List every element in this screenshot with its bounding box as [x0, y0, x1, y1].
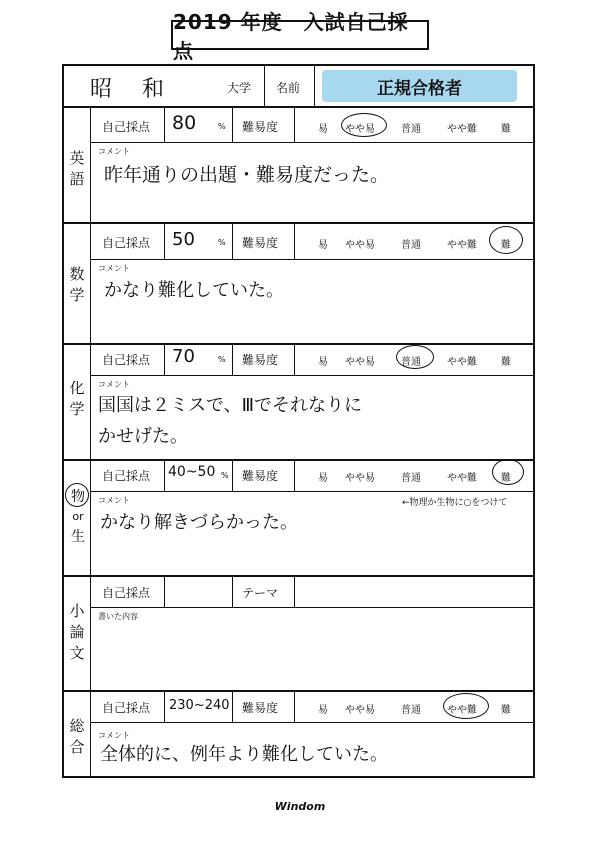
- or-note: ←物理か生物に○をつけて: [402, 498, 508, 508]
- diff-normal: 普通: [401, 124, 421, 135]
- diff-hard: 難: [501, 124, 511, 135]
- percent-label: %: [218, 122, 226, 131]
- subject-biology: 生: [71, 529, 85, 545]
- chemistry-comment-line2: かせげた。: [98, 426, 188, 447]
- selected-circle: [396, 345, 434, 369]
- comment-label: コメント: [98, 731, 130, 740]
- selected-circle: [492, 459, 524, 485]
- subject-physics: 物: [71, 489, 85, 505]
- footer-brand: Windom: [274, 800, 326, 813]
- diff-somewhat-hard: やや難: [447, 124, 477, 135]
- result-badge: 正規合格者: [322, 70, 517, 102]
- self-score-label: 自己採点: [102, 353, 151, 367]
- self-score-label: 自己採点: [102, 236, 151, 250]
- chemistry-score: 70: [172, 346, 195, 367]
- selected-circle: [341, 113, 387, 137]
- difficulty-label: 難易度: [242, 701, 279, 715]
- diff-easy: 易: [318, 473, 328, 484]
- difficulty-label: 難易度: [242, 353, 279, 367]
- diff-somewhat-easy: やや易: [345, 473, 375, 484]
- diff-normal: 普通: [401, 240, 421, 251]
- self-score-label: 自己採点: [102, 120, 151, 134]
- diff-somewhat-hard: やや難: [447, 705, 477, 716]
- selected-subject-circle: [65, 483, 89, 507]
- page-title: 2019 年度 入試自己採点: [171, 20, 429, 50]
- diff-easy: 易: [318, 240, 328, 251]
- total-score: 230~240: [169, 698, 230, 713]
- comment-label: コメント: [98, 496, 130, 505]
- percent-label: %: [221, 471, 229, 480]
- total-comment: 全体的に、例年より難化していた。: [100, 744, 388, 765]
- self-score-label: 自己採点: [102, 701, 151, 715]
- chemistry-comment-line1: 国国は２ミスで、Ⅲでそれなりに: [98, 395, 363, 416]
- diff-somewhat-easy: やや易: [345, 124, 375, 135]
- selected-circle: [489, 226, 523, 254]
- difficulty-label: 難易度: [242, 469, 279, 483]
- percent-label: %: [218, 238, 226, 247]
- diff-easy: 易: [318, 124, 328, 135]
- essay-content-label: 書いた内容: [98, 612, 138, 621]
- subject-or: or: [72, 510, 84, 523]
- self-score-label: 自己採点: [102, 469, 151, 483]
- subject-essay: 小 論 文: [69, 602, 85, 662]
- university-suffix: 大学: [227, 81, 252, 95]
- subject-math: 数 学: [69, 265, 85, 304]
- subject-total: 総 合: [69, 717, 85, 756]
- diff-normal: 普通: [401, 473, 421, 484]
- diff-easy: 易: [318, 705, 328, 716]
- comment-label: コメント: [98, 264, 130, 273]
- theme-label: テーマ: [242, 586, 279, 600]
- physics-comment: かなり解きづらかった。: [100, 512, 298, 533]
- subject-english: 英 語: [69, 149, 85, 188]
- comment-label: コメント: [98, 147, 130, 156]
- subject-chemistry: 化 学: [69, 379, 85, 418]
- selected-circle: [443, 693, 489, 719]
- english-comment: 昨年通りの出題・難易度だった。: [104, 164, 390, 186]
- diff-hard: 難: [501, 240, 511, 251]
- diff-hard: 難: [501, 705, 511, 716]
- university-name: 昭 和: [90, 77, 169, 102]
- diff-normal: 普通: [401, 357, 421, 368]
- diff-somewhat-hard: やや難: [447, 240, 477, 251]
- diff-somewhat-hard: やや難: [447, 473, 477, 484]
- diff-somewhat-easy: やや易: [345, 240, 375, 251]
- english-score: 80: [172, 112, 197, 134]
- math-score: 50: [172, 229, 195, 250]
- diff-somewhat-easy: やや易: [345, 705, 375, 716]
- percent-label: %: [218, 355, 226, 364]
- diff-hard: 難: [501, 473, 511, 484]
- diff-easy: 易: [318, 357, 328, 368]
- difficulty-label: 難易度: [242, 236, 279, 250]
- difficulty-label: 難易度: [242, 120, 279, 134]
- diff-hard: 難: [501, 357, 511, 368]
- math-comment: かなり難化していた。: [104, 280, 284, 301]
- diff-somewhat-hard: やや難: [447, 357, 477, 368]
- score-form: [62, 64, 535, 778]
- diff-somewhat-easy: やや易: [345, 357, 375, 368]
- comment-label: コメント: [98, 380, 130, 389]
- diff-normal: 普通: [401, 705, 421, 716]
- self-score-label: 自己採点: [102, 586, 151, 600]
- physics-score: 40~50: [168, 464, 216, 480]
- name-label: 名前: [276, 81, 301, 95]
